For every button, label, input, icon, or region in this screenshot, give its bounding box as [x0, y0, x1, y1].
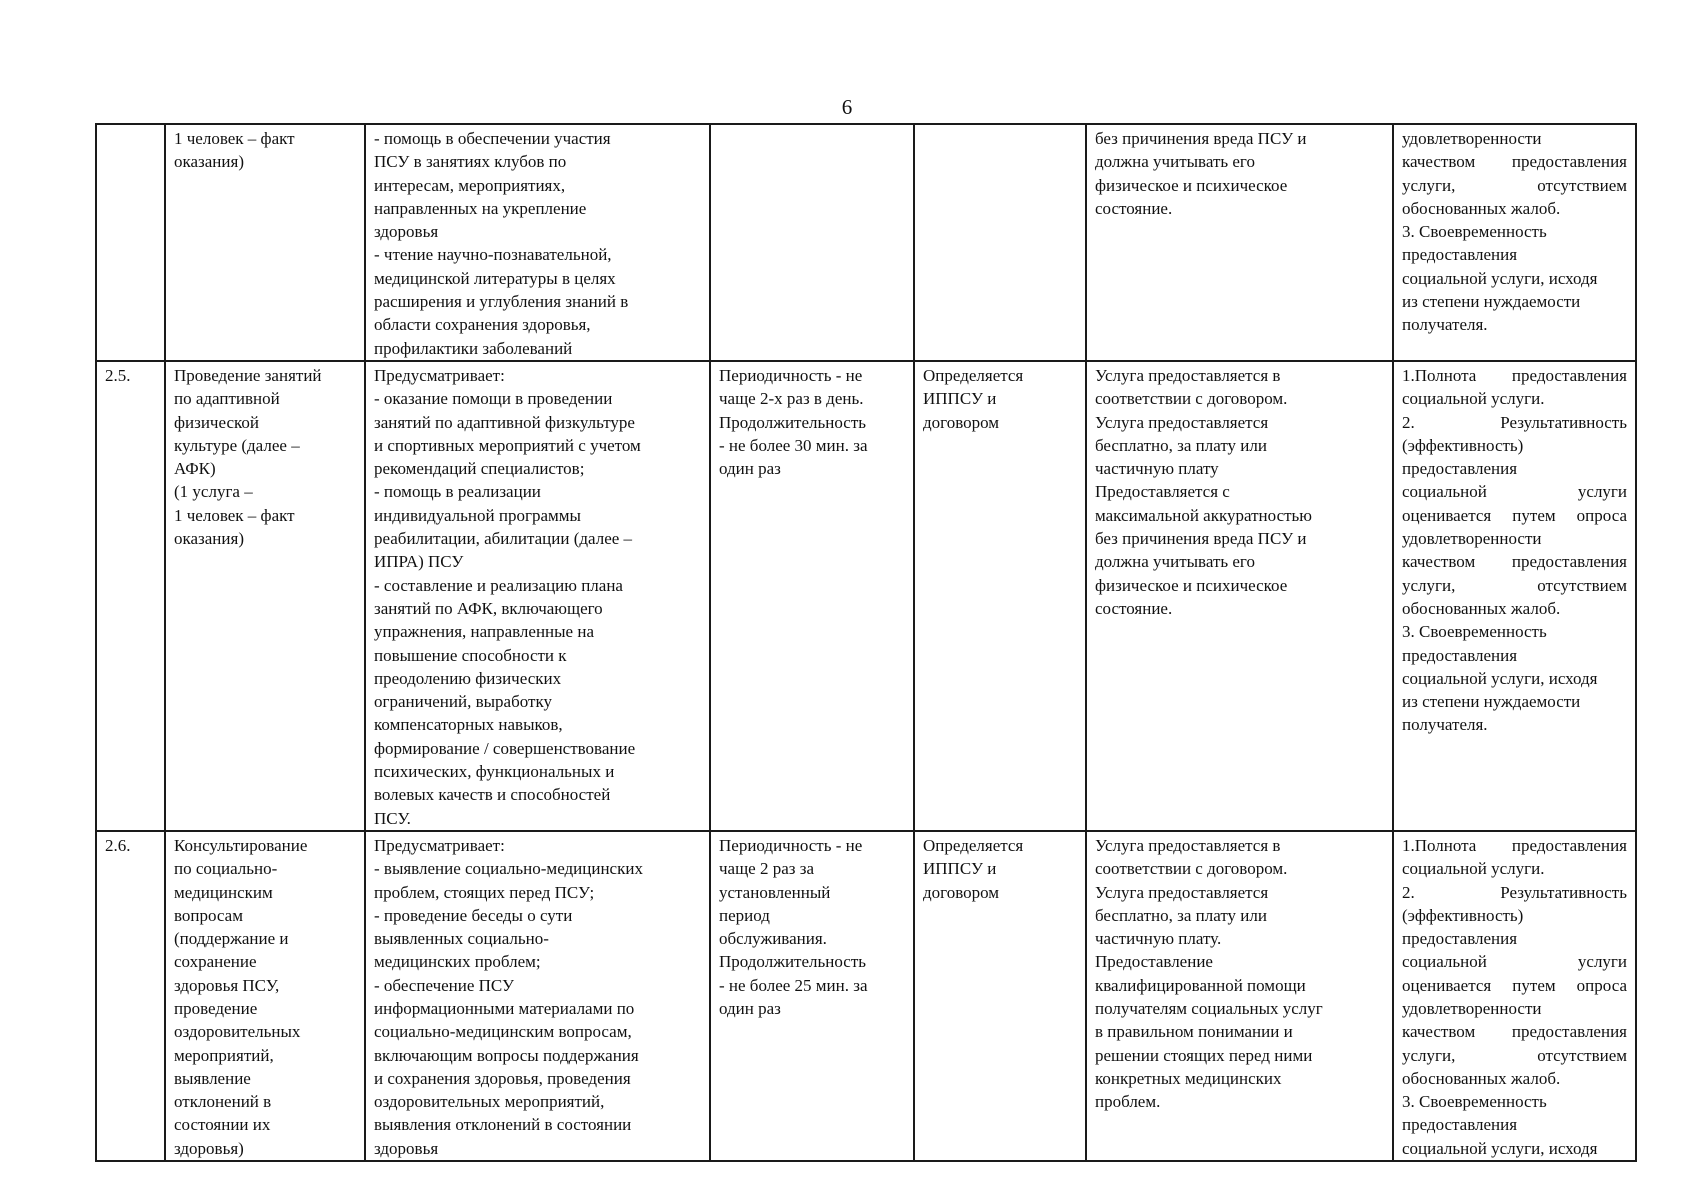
criteria-line: удовлетворенности	[1402, 998, 1542, 1018]
table-row	[96, 124, 1636, 361]
criteria-line: получателя.	[1402, 315, 1488, 335]
service-timing-cell: Периодичность - не чаще 2 раз за установленный период обслуживания. Продолжительность - не более 25 мин. за один раз	[710, 831, 914, 1161]
row-number-cell: 2.5.	[96, 361, 165, 831]
criteria-line: услуги, отсутствием	[1402, 1045, 1627, 1065]
service-timing-cell: Периодичность - не чаще 2-х раз в день. Продолжительность - не более 30 мин. за один раз	[710, 361, 914, 831]
criteria-line: (эффективность)	[1402, 905, 1524, 925]
quality-criteria-cell	[1393, 831, 1636, 1161]
criteria-line: из степени нуждаемости	[1402, 292, 1581, 312]
criteria-line: качеством предоставления	[1402, 552, 1627, 572]
criteria-line: предоставления	[1402, 1115, 1518, 1135]
service-volume-cell	[914, 124, 1086, 361]
criteria-line: социальной услуги, исходя	[1402, 668, 1598, 688]
criteria-line: 2. Результативность	[1402, 412, 1627, 432]
service-conditions-cell: Услуга предоставляется в соответствии с договором. Услуга предоставляется бесплатно, за плату или частичную плату. Предоставление квалифицированной помощи получателям социальных услуг в правильном понимании и решении стоящих перед ними конкретных медицинских проблем.	[1086, 831, 1393, 1161]
criteria-line: обоснованных жалоб.	[1402, 198, 1561, 218]
service-timing-cell	[710, 124, 914, 361]
service-volume-cell: Определяется ИППСУ и договором	[914, 831, 1086, 1161]
criteria-line: (эффективность)	[1402, 435, 1524, 455]
criteria-line: из степени нуждаемости	[1402, 692, 1581, 712]
criteria-line: 2. Результативность	[1402, 882, 1627, 902]
criteria-line: качеством предоставления	[1402, 152, 1627, 172]
criteria-line: услуги, отсутствием	[1402, 575, 1627, 595]
criteria-line: 1.Полнота предоставления	[1402, 835, 1627, 855]
row-number-cell	[96, 124, 165, 361]
criteria-line: 3. Своевременность	[1402, 1092, 1547, 1112]
row-number-cell: 2.6.	[96, 831, 165, 1161]
table-row	[96, 361, 1636, 831]
criteria-line: социальной услуги, исходя	[1402, 1138, 1598, 1158]
criteria-line: социальной услуги	[1402, 952, 1627, 972]
service-name-cell: 1 человек – факт оказания)	[165, 124, 365, 361]
service-name-cell: Консультирование по социально- медицинским вопросам (поддержание и сохранение здоровья ПСУ, проведение оздоровительных мероприятий, выявление отклонений в состоянии их здоровья)	[165, 831, 365, 1161]
criteria-line: получателя.	[1402, 715, 1488, 735]
criteria-line: предоставления	[1402, 645, 1518, 665]
criteria-line: социальной услуги	[1402, 482, 1627, 502]
table-row	[96, 831, 1636, 1161]
criteria-line: обоснованных жалоб.	[1402, 1068, 1561, 1088]
criteria-line: оценивается путем опроса	[1402, 505, 1627, 525]
services-table	[95, 123, 1637, 1162]
criteria-line: социальной услуги.	[1402, 389, 1545, 409]
service-content-cell: Предусматривает: - оказание помощи в проведении занятий по адаптивной физкультуре и спортивных мероприятий с учетом рекомендаций специалистов; - помощь в реализации индивидуальной программы реабилитации, абилитации (далее – ИПРА) ПСУ - составление и реализацию плана занятий по АФК, включающего упражнения, направленные на повышение способности к преодолению физических ограничений, выработку компенсаторных навыков, формирование / совершенствование психических, функциональных и волевых качеств и способностей ПСУ.	[365, 361, 710, 831]
criteria-line: услуги, отсутствием	[1402, 175, 1627, 195]
service-conditions-cell: Услуга предоставляется в соответствии с договором. Услуга предоставляется бесплатно, за плату или частичную плату Предоставляется с максимальной аккуратностью без причинения вреда ПСУ и должна учитывать его физическое и психическое состояние.	[1086, 361, 1393, 831]
criteria-line: оценивается путем опроса	[1402, 975, 1627, 995]
page-number: 6	[841, 95, 853, 119]
criteria-line: социальной услуги.	[1402, 859, 1545, 879]
quality-criteria-cell	[1393, 124, 1636, 361]
service-content-cell: - помощь в обеспечении участия ПСУ в занятиях клубов по интересам, мероприятиях, направленных на укрепление здоровья - чтение научно-познавательной, медицинской литературы в целях расширения и углубления знаний в области сохранения здоровья, профилактики заболеваний	[365, 124, 710, 361]
criteria-line: 1.Полнота предоставления	[1402, 365, 1627, 385]
service-name-cell: Проведение занятий по адаптивной физической культуре (далее – АФК) (1 услуга – 1 человек – факт оказания)	[165, 361, 365, 831]
criteria-line: 3. Своевременность	[1402, 222, 1547, 242]
criteria-line: 3. Своевременность	[1402, 622, 1547, 642]
criteria-line: удовлетворенности	[1402, 129, 1542, 148]
quality-criteria-cell	[1393, 361, 1636, 831]
criteria-line: социальной услуги, исходя	[1402, 268, 1598, 288]
criteria-line: предоставления	[1402, 929, 1518, 949]
criteria-line: обоснованных жалоб.	[1402, 598, 1561, 618]
criteria-line: удовлетворенности	[1402, 529, 1542, 549]
criteria-line: качеством предоставления	[1402, 1022, 1627, 1042]
service-conditions-cell: без причинения вреда ПСУ и должна учитывать его физическое и психическое состояние.	[1086, 124, 1393, 361]
criteria-line: предоставления	[1402, 245, 1518, 265]
service-volume-cell: Определяется ИППСУ и договором	[914, 361, 1086, 831]
service-content-cell: Предусматривает: - выявление социально-медицинских проблем, стоящих перед ПСУ; - проведение беседы о сути выявленных социально- медицинских проблем; - обеспечение ПСУ информационными материалами по социально-медицинским вопросам, включающим вопросы поддержания и сохранения здоровья, проведения оздоровительных мероприятий, выявления отклонений в состоянии здоровья	[365, 831, 710, 1161]
criteria-line: предоставления	[1402, 459, 1518, 479]
